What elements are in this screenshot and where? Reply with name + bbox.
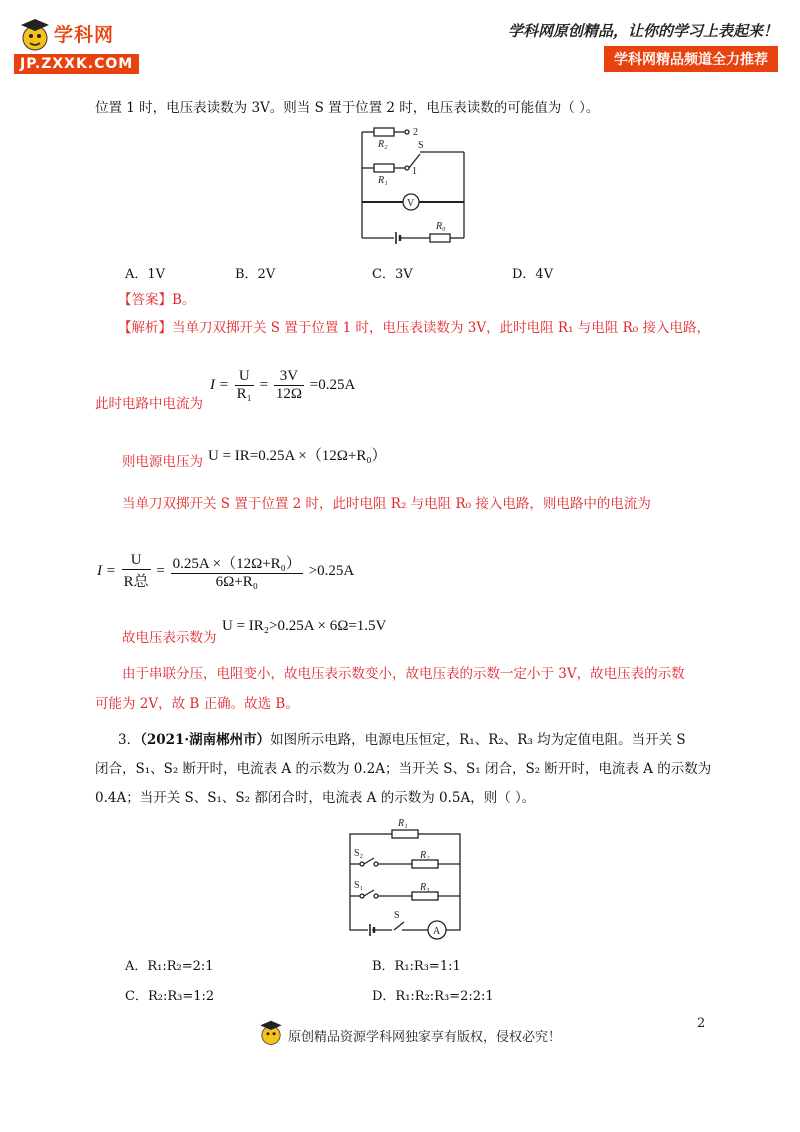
label-r2: R₂ (378, 139, 388, 150)
circuit-diagram-1 (340, 120, 490, 250)
q3-option-d: D．R₁:R₂:R₃=2:2:1 (372, 989, 494, 1004)
eq1-lhs: I = (210, 376, 229, 393)
conclusion-line-1: 由于串联分压，电阻变小，故电压表示数变小，故电压表的示数一定小于 3V，故电压表的示数 (122, 666, 685, 682)
resistor-r2 (374, 128, 394, 136)
page-number: 2 (697, 1016, 706, 1031)
equation-current-1 (210, 368, 355, 403)
eq1-den2: 12Ω (275, 386, 302, 402)
eq3-den1: R总 (123, 574, 149, 590)
label-voltmeter: V (407, 198, 415, 209)
question-3-line-3: 0.4A；当开关 S、S₁、S₂ 都闭合时，电流表 A 的示数为 0.5A，则（ ）。 (95, 790, 536, 806)
mascot-icon (18, 16, 52, 54)
eq1-den1: R₁ (236, 386, 252, 402)
copyright-notice: 原创精品资源学科网独家享有版权，侵权必究！ (288, 1030, 562, 1045)
header-banner: 学科网精品频道全力推荐 (604, 46, 778, 72)
eq3-den2: 6Ω+R₀ (215, 574, 258, 590)
position-2-text: 当单刀双掷开关 S 置于位置 2 时，此时电阻 R₂ 与电阻 R₀ 接入电路，则电路中的电流为 (122, 496, 651, 512)
conclusion-line-2: 可能为 2V，故 B 正确。故选 B。 (95, 696, 299, 712)
question-source: （2021·湖南郴州市） (140, 732, 271, 748)
label-r1: R₁ (378, 175, 388, 186)
label-r0: R₀ (436, 221, 446, 232)
equation-current-2 (97, 552, 354, 591)
option-c: C．3V (372, 267, 413, 282)
q3-option-c: C．R₂:R₃=1:2 (125, 989, 215, 1004)
label-pos2: 2 (413, 127, 418, 138)
voltage-label: 则电源电压为 (122, 454, 203, 470)
option-b: B．2V (235, 267, 276, 282)
label-s1: S₁ (354, 880, 364, 891)
logo-name: 学科网 (54, 24, 115, 46)
analysis-intro: 【解析】当单刀双掷开关 S 置于位置 1 时，电压表读数为 3V，此时电阻 R₁ 与电阻 R₀ 接入电路， (118, 320, 710, 336)
reading-label: 故电压表示数为 (122, 630, 217, 646)
eq3-num2: 0.25A ×（12Ω+R₀） (171, 552, 303, 574)
eq3-num1: U (122, 552, 151, 570)
eq3-lhs: I = (97, 562, 116, 579)
footer-mascot-icon (258, 1018, 284, 1048)
eq1-num2: 3V (274, 368, 304, 386)
q3-option-b: B．R₁:R₃=1:1 (372, 959, 461, 974)
site-logo (14, 16, 164, 76)
resistor-r2 (412, 860, 438, 868)
question-number: 3． (118, 732, 141, 748)
label-s2: S₂ (354, 848, 364, 859)
circuit-diagram-2 (340, 812, 470, 947)
resistor-r0 (430, 234, 450, 242)
question-3-text-1: 如图所示电路，电源电压恒定，R₁、R₂、R₃ 均为定值电阻。当开关 S (270, 732, 686, 748)
label-r2: R₂ (420, 850, 430, 861)
label-r1: R₁ (398, 818, 408, 829)
header-slogan: 学科网原创精品，让你的学习上表起来！ (507, 22, 778, 40)
eq1-rhs: =0.25A (309, 376, 356, 393)
eq3-eq: = (156, 562, 165, 579)
question-3-line-2: 闭合，S₁、S₂ 断开时，电流表 A 的示数为 0.2A；当开关 S、S₁ 闭合，S₂ 断开时，电流表 A 的示数为 (95, 761, 712, 777)
option-d: D．4V (512, 267, 554, 282)
label-ammeter: A (433, 926, 441, 937)
eq3-rhs: >0.25A (308, 562, 355, 579)
label-r3: R₃ (420, 882, 430, 893)
equation-voltage: U = IR=0.25A ×（12Ω+R₀） (208, 448, 387, 464)
question-stem: 位置 1 时，电压表读数为 3V。则当 S 置于位置 2 时，电压表读数的可能值为（ ）。 (95, 100, 600, 116)
label-switch-s: S (418, 140, 424, 151)
resistor-r3 (412, 892, 438, 900)
answer: 【答案】B。 (118, 292, 196, 308)
label-pos1: 1 (412, 166, 417, 177)
resistor-r1 (374, 164, 394, 172)
resistor-r1 (392, 830, 418, 838)
current-label: 此时电路中电流为 (95, 396, 203, 412)
question-3-line-1 (118, 730, 686, 750)
logo-url: JP.ZXXK.COM (14, 54, 139, 74)
eq1-eq: = (259, 376, 269, 393)
q3-option-a: A．R₁:R₂=2:1 (125, 959, 214, 974)
equation-reading: U = IR₂>0.25A × 6Ω=1.5V (222, 618, 387, 634)
label-s: S (394, 910, 400, 921)
eq1-num1: U (235, 368, 254, 386)
option-a: A．1V (125, 267, 166, 282)
